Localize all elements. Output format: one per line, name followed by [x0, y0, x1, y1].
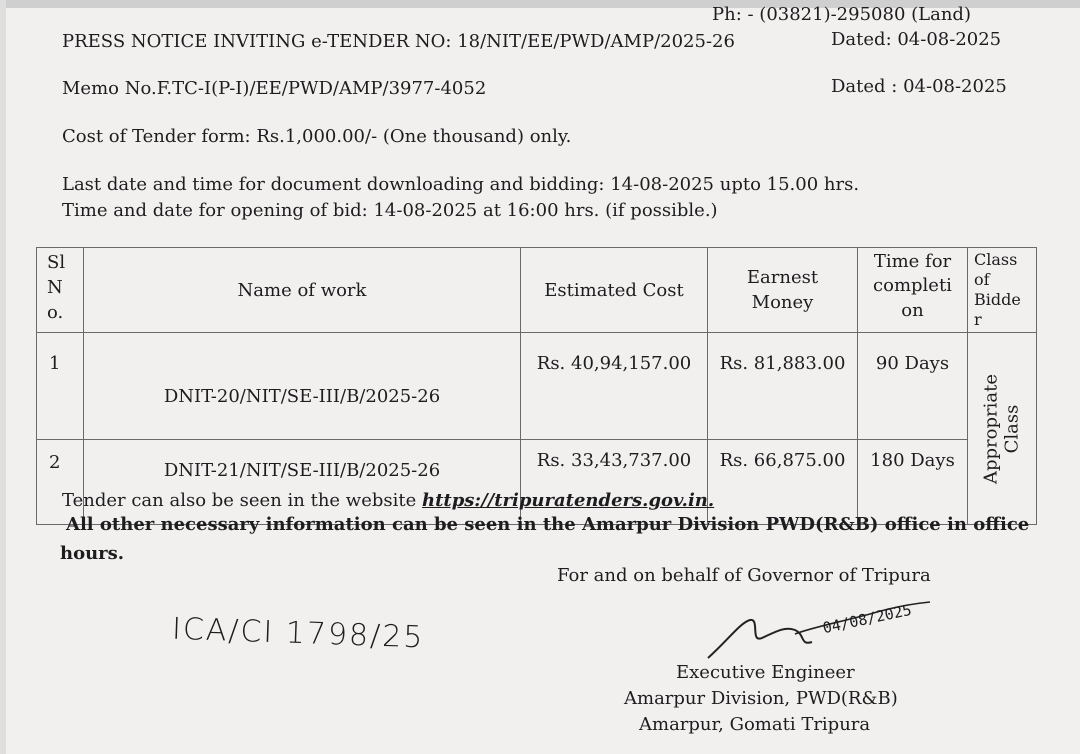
header-time-line1: Time for: [873, 251, 952, 272]
table-header-row: [37, 248, 1037, 333]
signatory-title: Executive Engineer: [676, 662, 855, 683]
header-earnest-money: [708, 248, 858, 333]
header-name-label: Name of work: [237, 279, 367, 301]
header-time-line2: completi: [873, 275, 952, 297]
row2-sl: 2: [37, 440, 84, 525]
website-line: [62, 490, 714, 511]
header-class-line4: r: [974, 310, 982, 329]
last-date-line: Last date and time for document downloading and bidding: 14-08-2025 upto 15.00 hrs.: [62, 174, 860, 195]
header-sl-line1: Sl: [47, 252, 66, 273]
header-class-of-bidder: [968, 248, 1037, 333]
signature-date: 04/08/2025: [821, 600, 914, 638]
row2-time: 180 Days: [858, 440, 968, 525]
class-of-bidder-value: [981, 374, 1022, 484]
header-sl-line2: N: [47, 277, 63, 299]
info-line-1: All other necessary information can be seen in the Amarpur Division PWD(R&B) office in office: [66, 514, 1030, 535]
header-sl-no: [37, 248, 84, 333]
row1-earnest-money: Rs. 81,883.00: [708, 333, 858, 440]
behalf-line: For and on behalf of Governor of Tripura: [557, 565, 931, 586]
row1-name-of-work: DNIT-20/NIT/SE-III/B/2025-26: [84, 333, 521, 440]
notice-dated: Dated: 04-08-2025: [831, 29, 1002, 50]
website-link[interactable]: https://tripuratenders.gov.in.: [421, 490, 715, 511]
row2-name-of-work: DNIT-21/NIT/SE-III/B/2025-26: [84, 440, 521, 525]
header-class-line3: Bidde: [974, 290, 1021, 309]
row2-estimated-cost: Rs. 33,43,737.00: [521, 440, 708, 525]
info-line-2: hours.: [60, 543, 125, 564]
header-class-line1: Class: [974, 250, 1018, 269]
header-sl-line3: o.: [47, 302, 64, 324]
signatory-place: Amarpur, Gomati Tripura: [639, 714, 871, 735]
notice-title: PRESS NOTICE INVITING e-TENDER NO: 18/NIT/EE/PWD/AMP/2025-26: [62, 31, 735, 52]
header-name-of-work: [84, 248, 521, 333]
memo-number: Memo No.F.TC-I(P-I)/EE/PWD/AMP/3977-4052: [62, 78, 487, 99]
header-em-line2: Money: [751, 292, 814, 313]
handwritten-reference: ICA/CI 1798/25: [171, 611, 425, 656]
class-value-line2: Class: [1001, 404, 1022, 453]
signatory-division: Amarpur Division, PWD(R&B): [624, 688, 898, 709]
row1-time: 90 Days: [858, 333, 968, 440]
header-time-line3: on: [901, 299, 924, 321]
header-cost-label: Estimated Cost: [544, 279, 684, 301]
tender-form-cost: Cost of Tender form: Rs.1,000.00/- (One thousand) only.: [62, 126, 572, 147]
header-time-for-completion: [858, 248, 968, 333]
header-em-line1: Earnest: [746, 266, 819, 288]
memo-dated: Dated : 04-08-2025: [831, 76, 1007, 97]
table-row: [37, 333, 1037, 440]
opening-date-line: Time and date for opening of bid: 14-08-2025 at 16:00 hrs. (if possible.): [62, 200, 718, 221]
tender-table: [36, 247, 1037, 525]
row1-estimated-cost: Rs. 40,94,157.00: [521, 333, 708, 440]
phone-number: Ph: - (03821)-295080 (Land): [712, 4, 971, 25]
row2-earnest-money: Rs. 66,875.00: [708, 440, 858, 525]
class-value-line1: Appropriate: [980, 373, 1002, 484]
row1-sl: 1: [37, 333, 84, 440]
class-of-bidder-cell: [968, 333, 1037, 525]
header-estimated-cost: [521, 248, 708, 333]
header-class-line2: of: [974, 270, 990, 289]
website-prefix: Tender can also be seen in the website: [62, 490, 422, 511]
table-row: [37, 440, 1037, 525]
page-edge-left: [0, 0, 6, 754]
